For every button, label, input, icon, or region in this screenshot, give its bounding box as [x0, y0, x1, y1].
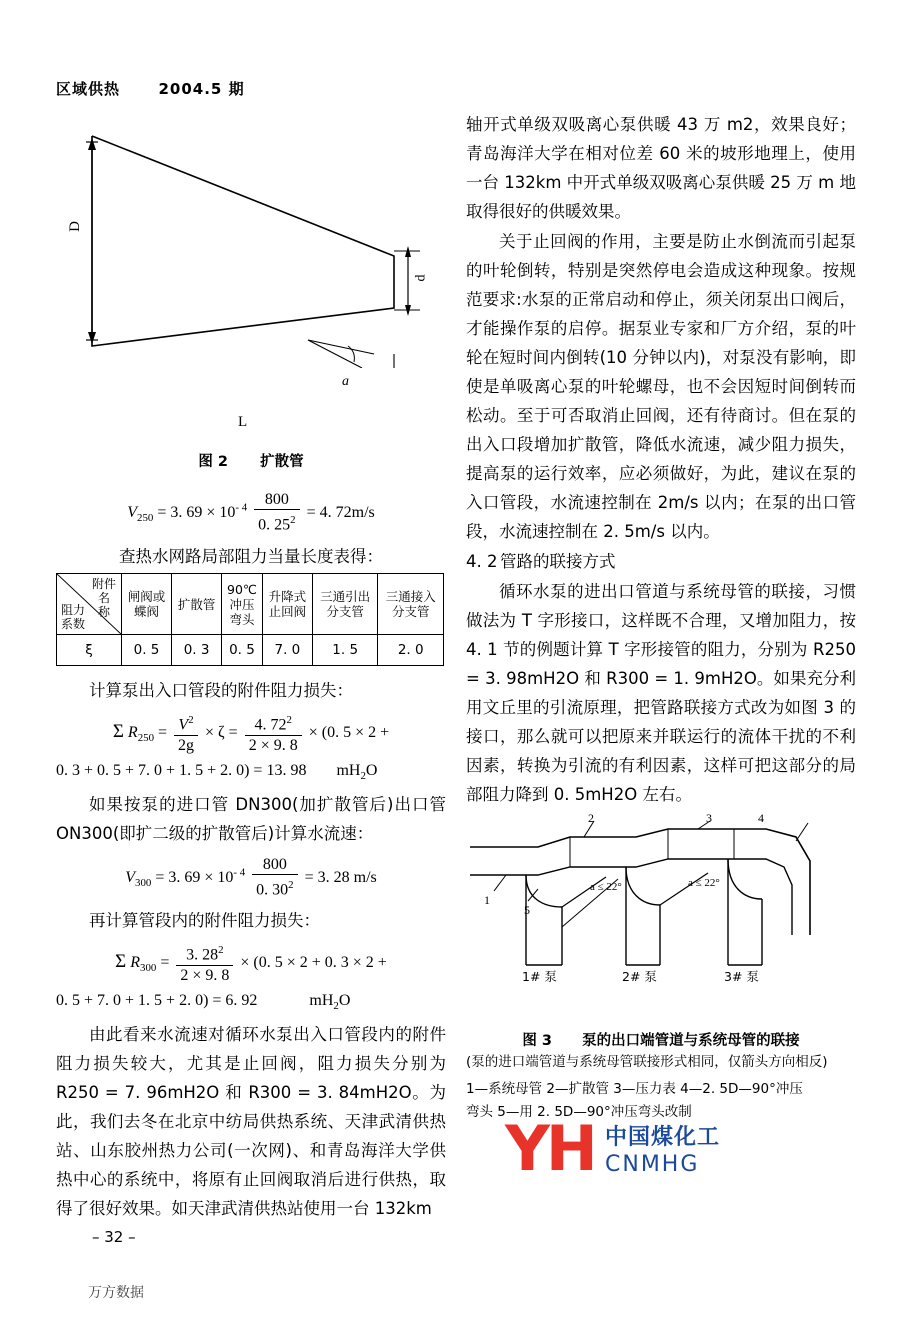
eq-v300-rhs: = 3. 28 m/s — [304, 868, 377, 886]
eq-v250-den-text: 0. 25 — [258, 516, 291, 534]
equation-r300-line2 — [56, 992, 446, 1012]
watermark-logo-mark: YH — [505, 1112, 594, 1185]
right-column — [466, 110, 856, 1123]
equation-v250 — [56, 491, 446, 535]
section-title: 管路的联接方式 — [500, 552, 616, 571]
table-corner-cell — [57, 574, 122, 635]
eq-r250-frac1 — [174, 711, 198, 755]
eq-v300-den-text: 0. 30 — [256, 881, 289, 899]
eq-r300-fden: 2 × 9. 8 — [180, 966, 230, 984]
issue-label: 2004.5 期 — [158, 80, 245, 98]
paragraph-check-valve: 关于止回阀的作用，主要是防止水倒流而引起泵的叶轮倒转，特别是突然停电会造成这种现象。按规范要求:水泵的正常启动和停止，须关闭泵出口阀后，才能操作泵的启停。据泵业专家和厂方介绍，泵的叶轮在短时间内倒转(10 分钟以内)，对泵没有影响，即使是单吸离心泵的叶轮螺母，也不会因短时间倒转而松动。至于可否取消止回阀，还有待商讨。但在泵的出入口段增加扩散管，降低水流速，减少阻力损失，提高泵的运行效率，应必须做好，为此，建议在泵的入口管段，水流速控制在 2m/s 以内；在泵的出口管段，水流速控制在 2. 5m/s 以内。 — [466, 232, 856, 541]
paragraph-conclusion: 由此看来水流速对循环水泵出入口管段内的附件阻力损失较大，尤其是止回阀，阻力损失分别为 R250 = 7. 96mH2O 和 R300 = 3. 84mH2O。为此，我们去冬在北京中纺局供热系统、天津武清供热站、山东胶州热力公司(一次网)、和青岛海洋大学供热中心的系统中，将原有止回阀取消后进行供热，取得了很好效果。如天津武清供热站使用一台 132km — [56, 1024, 446, 1218]
eq-v250-den — [254, 510, 299, 535]
eq-r250-line2-text: 0. 3 + 0. 5 + 7. 0 + 1. 5 + 2. 0) = 13. 98 — [56, 761, 307, 779]
figure-2-caption-label: 图 2 — [198, 454, 228, 470]
figure-2-caption — [56, 450, 446, 471]
eq-r250-frac2 — [245, 711, 302, 755]
figure-3-pump-label-1: 1# 泵 — [522, 969, 557, 984]
eq-r250-unit: $mH_2O$ — [336, 761, 378, 782]
eq-r250-lhs: R — [127, 724, 138, 742]
equation-r250-line2 — [56, 762, 446, 782]
paragraph-connection: 循环水泵的进出口管道与系统母管的联接，习惯做法为 T 字形接口，这样既不合理，又增加阻力，按 4. 1 节的例题计算 T 字形接管的阻力，分别为 R250 = 3. 98mH2O 和 R300 = 1. 9mH2O。如果充分利用文丘里的引流原理，把管路联接方式改为如图 3 的接口，那么就可以把原来并联运行的流体干扰的不利因素，转换为引流的有利因素，这样可把这部分的局部阻力降到 0. 5mH2O 左右。 — [466, 582, 856, 804]
eq-v250-rhs: = 4. 72m/s — [306, 503, 375, 521]
figure-3-legend-line-2: 弯头 5—用 2. 5D—90°冲压弯头改制 — [466, 1104, 692, 1120]
paragraph-pump-cases: 轴开式单级双吸离心泵供暖 43 万 m2，效果良好；青岛海洋大学在相对位差 60 米的坡形地理上，使用一台 132km 中开式单级双吸离心泵供暖 25 万 m 地取得很好的供暖效果。 — [466, 115, 856, 221]
eq-r250-f2num-text: 4. 72 — [254, 716, 287, 734]
eq-v300-num: 800 — [252, 856, 297, 875]
figure-3-pump-label-2: 2# 泵 — [622, 969, 657, 984]
table-row-header — [57, 574, 444, 635]
table-cell-value: 1. 5 — [312, 635, 378, 666]
equation-r300 — [56, 941, 446, 985]
figure-3-subcaption: (泵的进口端管道与系统母管联接形式相同，仅箭头方向相反) — [466, 1054, 828, 1070]
eq-r300-tail: × (0. 5 × 2 + 0. 3 × 2 + — [240, 954, 387, 972]
eq-r250-equals: = — [158, 724, 168, 742]
table-header-cell: 升降式 止回阀 — [262, 574, 312, 635]
journal-title: 区域供热 — [56, 80, 121, 98]
eq-r300-lhs: R — [130, 954, 140, 972]
eq-r250-sum: Σ — [112, 721, 124, 743]
figure-3-piping — [466, 811, 856, 1025]
eq-r250-times: × ζ = — [205, 724, 238, 742]
eq-v250-exp: - 4 — [235, 501, 248, 514]
eq-r300-sum: Σ — [115, 951, 127, 973]
eq-r250-tail: × (0. 5 × 2 + — [308, 724, 390, 742]
figure-3-callout-4: 4 — [758, 811, 764, 825]
running-header — [56, 78, 245, 99]
table-cell-value: 0. 5 — [222, 635, 263, 666]
figure-3-callout-1: 1 — [484, 893, 490, 907]
eq-r300-line2-text: 0. 5 + 7. 0 + 1. 5 + 2. 0) = 6. 92 — [56, 991, 258, 1009]
table-header-cell: 闸阀或 蝶阀 — [122, 574, 172, 635]
table-header-cell: 扩散管 — [172, 574, 222, 635]
eq-v250-lhs: V — [127, 503, 138, 521]
eq-v250-mid: = 3. 69 × 10 — [157, 503, 236, 521]
figure-3-caption-label: 图 3 — [522, 1033, 552, 1049]
figure-2-svg — [56, 118, 446, 368]
figure-3-callout-5: 5 — [524, 903, 530, 917]
eq-r250-f2num-sup: 2 — [286, 714, 292, 727]
eq-r300-frac — [176, 941, 233, 985]
table-row-values — [57, 635, 444, 666]
eq-v300-den-sup: 2 — [288, 878, 294, 891]
figure-2-diffuser — [56, 118, 446, 430]
figure-3-caption-text: 泵的出口端管道与系统母管的联接 — [582, 1033, 800, 1049]
eq-v250-den-sup: 2 — [290, 514, 296, 526]
figure-3-callout-2: 2 — [588, 811, 594, 825]
left-column — [56, 118, 446, 1224]
corner-bottom-label: 阻力 系数 — [61, 603, 86, 632]
lookup-line: 查热水网路局部阻力当量长度表得： — [119, 547, 383, 567]
figure-3-angle-label-1: a ≤ 22° — [590, 881, 622, 893]
eq-r300-equals: = — [160, 954, 170, 972]
eq-r250-f1num — [174, 711, 198, 735]
figure-3-angle-label-2: a ≤ 22° — [688, 877, 720, 889]
figure-2-label-D: D — [66, 221, 83, 232]
eq-v300-mid: = 3. 69 × 10 — [155, 868, 234, 886]
table-cell-value: 0. 5 — [122, 635, 172, 666]
eq-r300-fnum-sup: 2 — [218, 944, 224, 957]
eq-v250-fraction — [254, 491, 299, 535]
eq-r300-fnum-text: 3. 28 — [186, 946, 219, 964]
eq-v300-den — [252, 875, 297, 900]
eq-v250-num: 800 — [254, 491, 299, 510]
paragraph-calc-intro: 计算泵出入口管段的附件阻力损失： — [89, 681, 353, 701]
eq-r250-f2den: 2 × 9. 8 — [248, 736, 298, 754]
figure-2-label-d: d — [413, 274, 429, 282]
eq-r250-sub: 250 — [137, 732, 154, 745]
figure-3-callout-3: 3 — [706, 811, 712, 825]
eq-r300-fnum — [176, 941, 233, 965]
table-cell-value: 7. 0 — [262, 635, 312, 666]
cnmhg-watermark — [505, 1112, 835, 1196]
table-header-cell: 三通接入 分支管 — [378, 574, 444, 635]
table-header-cell: 三通引出 分支管 — [312, 574, 378, 635]
paragraph-recalc: 再计算管段内的附件阻力损失： — [89, 911, 320, 931]
figure-2-label-alpha: a — [342, 374, 349, 389]
figure-3-pump-label-3: 3# 泵 — [724, 969, 759, 984]
table-header-cell: 90℃ 冲压 弯头 — [222, 574, 263, 635]
eq-v300-exp: - 4 — [233, 866, 246, 879]
equation-v300 — [56, 856, 446, 900]
eq-r300-unit: $mH_2O$ — [309, 991, 351, 1012]
eq-r250-f2num — [245, 711, 302, 735]
eq-r250-f1num-sup: 2 — [188, 714, 194, 727]
equation-r250 — [56, 711, 446, 755]
source-watermark: 万方数据 — [88, 1285, 144, 1301]
eq-r250-f1den: 2g — [178, 736, 195, 754]
page-number: – 32 – — [92, 1228, 136, 1246]
figure-3-svg — [466, 815, 856, 1025]
section-heading-4-2 — [466, 547, 856, 576]
eq-r300-sub: 300 — [140, 962, 157, 975]
table-cell-value: 0. 3 — [172, 635, 222, 666]
figure-3-caption — [466, 1029, 856, 1050]
table-row-label: ξ — [57, 635, 122, 666]
figure-2-caption-text: 扩散管 — [260, 454, 304, 470]
paragraph-dn300: 如果按泵的进口管 DN300(加扩散管后)出口管 ON300(即扩二级的扩散管后)计算水流速： — [56, 794, 446, 843]
eq-v300-lhs: V — [125, 868, 136, 886]
eq-v250-sub: 250 — [137, 512, 154, 525]
table-cell-value: 2. 0 — [378, 635, 444, 666]
eq-v300-sub: 300 — [135, 876, 152, 889]
watermark-english-text: CNMHG — [605, 1152, 700, 1177]
coefficient-table — [56, 573, 444, 666]
corner-top-label: 附件 名 称 — [91, 577, 116, 620]
figure-3-legend-line-1: 1—系统母管 2—扩散管 3—压力表 4—2. 5D—90°冲压 — [466, 1081, 803, 1097]
eq-r250-f1num-text: V — [178, 716, 189, 734]
eq-v300-fraction — [252, 856, 297, 900]
figure-2-label-L: L — [238, 414, 248, 430]
section-number: 4. 2 — [466, 552, 498, 571]
watermark-chinese-text: 中国煤化工 — [605, 1120, 720, 1151]
